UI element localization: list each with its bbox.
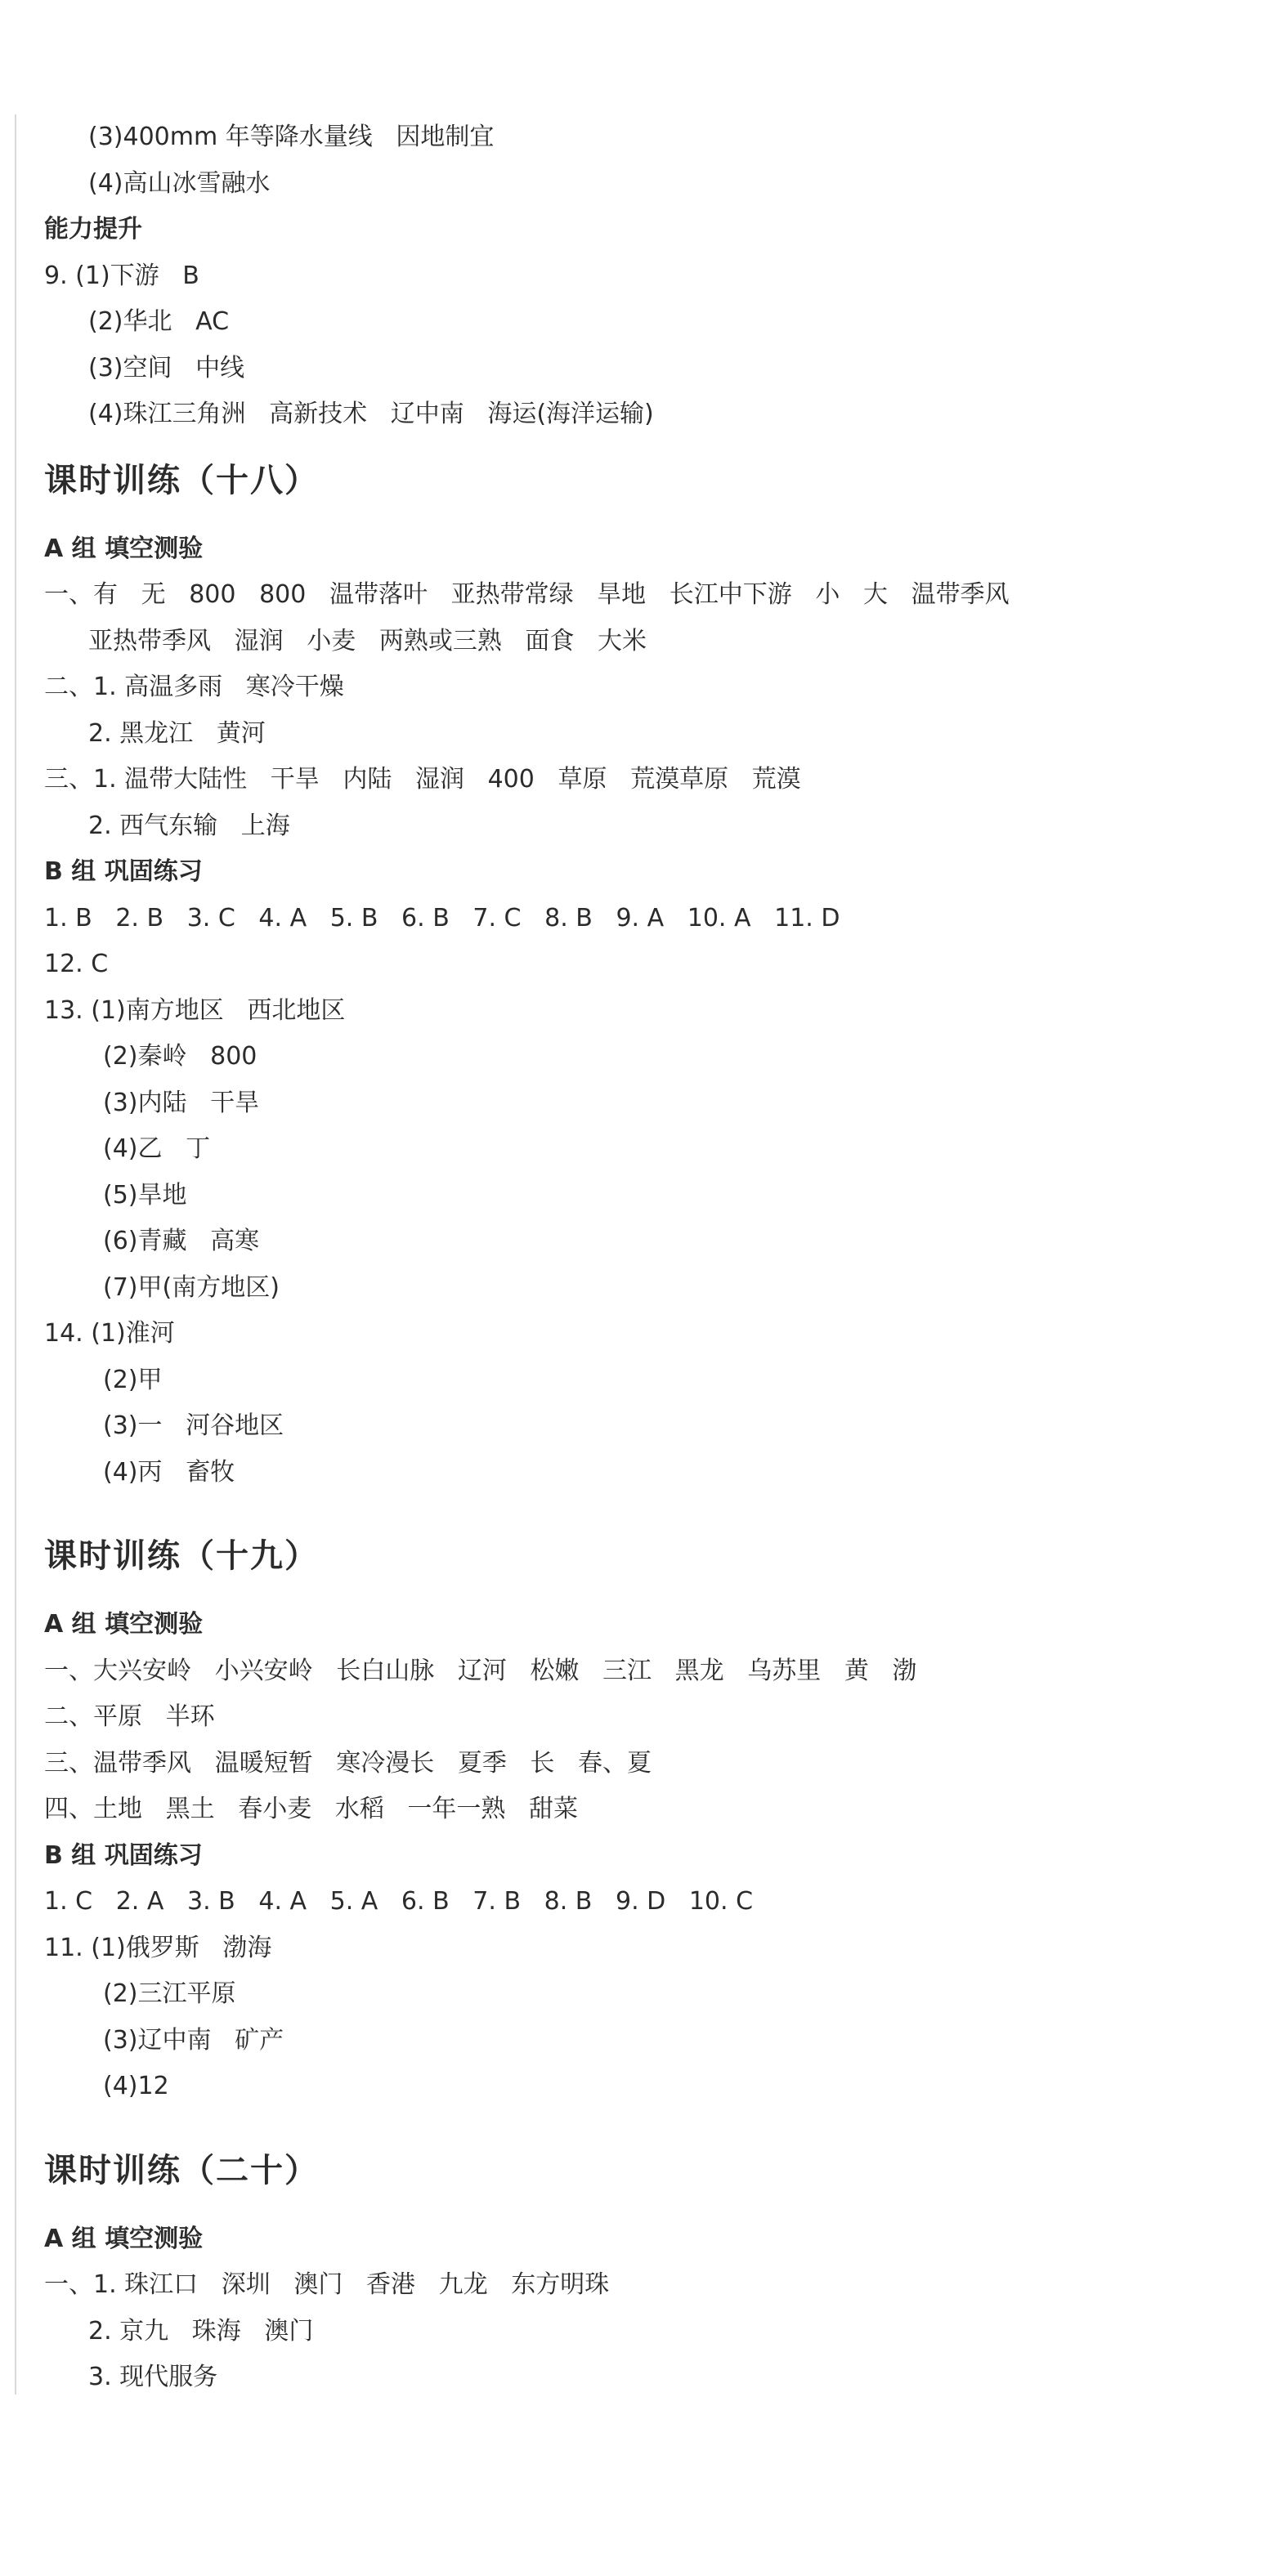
answer-line: (4)乙 丁 (103, 1134, 211, 1163)
group-b-heading: B 组 巩固练习 (44, 857, 203, 886)
answer-line: 二、1. 高温多雨 寒冷干燥 (44, 673, 344, 701)
answer-line: 2. 黑龙江 黄河 (88, 718, 266, 748)
answer-line: 11. (1)俄罗斯 渤海 (44, 1933, 272, 1962)
section-title-18: 课时训练（十八） (44, 461, 319, 499)
answer-line: 三、温带季风 温暖短暂 寒冷漫长 夏季 长 春、夏 (44, 1748, 652, 1778)
subheading-ability: 能力提升 (44, 215, 142, 244)
answer-line: (7)甲(南方地区) (103, 1272, 280, 1302)
section-title-19: 课时训练（十九） (44, 1537, 319, 1575)
answer-line: (3)内陆 干旱 (103, 1088, 260, 1117)
answer-line: 一、有 无 800 800 温带落叶 亚热带常绿 旱地 长江中下游 小 大 温带季风 (44, 580, 1010, 609)
answer-line: (4)珠江三角洲 高新技术 辽中南 海运(海洋运输) (88, 400, 654, 428)
answer-line: 四、土地 黑土 春小麦 水稻 一年一熟 甜菜 (44, 1795, 579, 1823)
answer-line: 12. C (44, 950, 109, 978)
answer-line: 2. 京九 珠海 澳门 (88, 2316, 314, 2346)
group-a-heading: A 组 填空测验 (44, 2224, 204, 2253)
answer-line: (2)三江平原 (103, 1979, 236, 2008)
answer-line: 一、大兴安岭 小兴安岭 长白山脉 辽河 松嫩 三江 黑龙 乌苏里 黄 渤 (44, 1656, 917, 1685)
answer-line: (3)空间 中线 (88, 353, 245, 382)
group-a-heading: A 组 填空测验 (44, 1610, 204, 1639)
answer-line: 13. (1)南方地区 西北地区 (44, 995, 346, 1025)
answer-line: (3)一 河谷地区 (103, 1411, 284, 1440)
answer-line: (3)400mm 年等降水量线 因地制宜 (88, 123, 495, 151)
answer-line: (2)甲 (103, 1365, 163, 1394)
answer-line: (3)辽中南 矿产 (103, 2025, 284, 2055)
answer-line: 14. (1)淮河 (44, 1319, 175, 1348)
group-b-heading: B 组 巩固练习 (44, 1840, 203, 1870)
group-a-heading: A 组 填空测验 (44, 534, 204, 563)
answer-line: 三、1. 温带大陆性 干旱 内陆 湿润 400 草原 荒漠草原 荒漠 (44, 765, 801, 794)
answer-line: 二、平原 半环 (44, 1702, 215, 1731)
answer-line: (4)12 (103, 2072, 169, 2100)
answer-line: 9. (1)下游 B (44, 261, 199, 290)
answer-line: (5)旱地 (103, 1180, 187, 1210)
answer-line: (4)高山冰雪融水 (88, 168, 271, 198)
answer-line: (4)丙 畜牧 (103, 1457, 235, 1487)
answer-line: (6)青藏 高寒 (103, 1227, 260, 1255)
answer-line: 1. C 2. A 3. B 4. A 5. A 6. B 7. B 8. B 9. D 10. C (44, 1887, 754, 1916)
answer-line: (2)华北 AC (88, 307, 230, 336)
answer-key-page (44, 114, 1238, 2401)
answer-line: 亚热带季风 湿润 小麦 两熟或三熟 面食 大米 (88, 626, 647, 655)
answer-line: (2)秦岭 800 (103, 1042, 258, 1071)
answer-line: 一、1. 珠江口 深圳 澳门 香港 九龙 东方明珠 (44, 2270, 610, 2299)
answer-line: 1. B 2. B 3. C 4. A 5. B 6. B 7. C 8. B 9. A 10. A 11. D (44, 903, 840, 932)
answer-line: 2. 西气东输 上海 (88, 811, 290, 840)
section-title-20: 课时训练（二十） (44, 2151, 319, 2189)
margin-rule (15, 114, 16, 2395)
answer-line: 3. 现代服务 (88, 2363, 218, 2391)
